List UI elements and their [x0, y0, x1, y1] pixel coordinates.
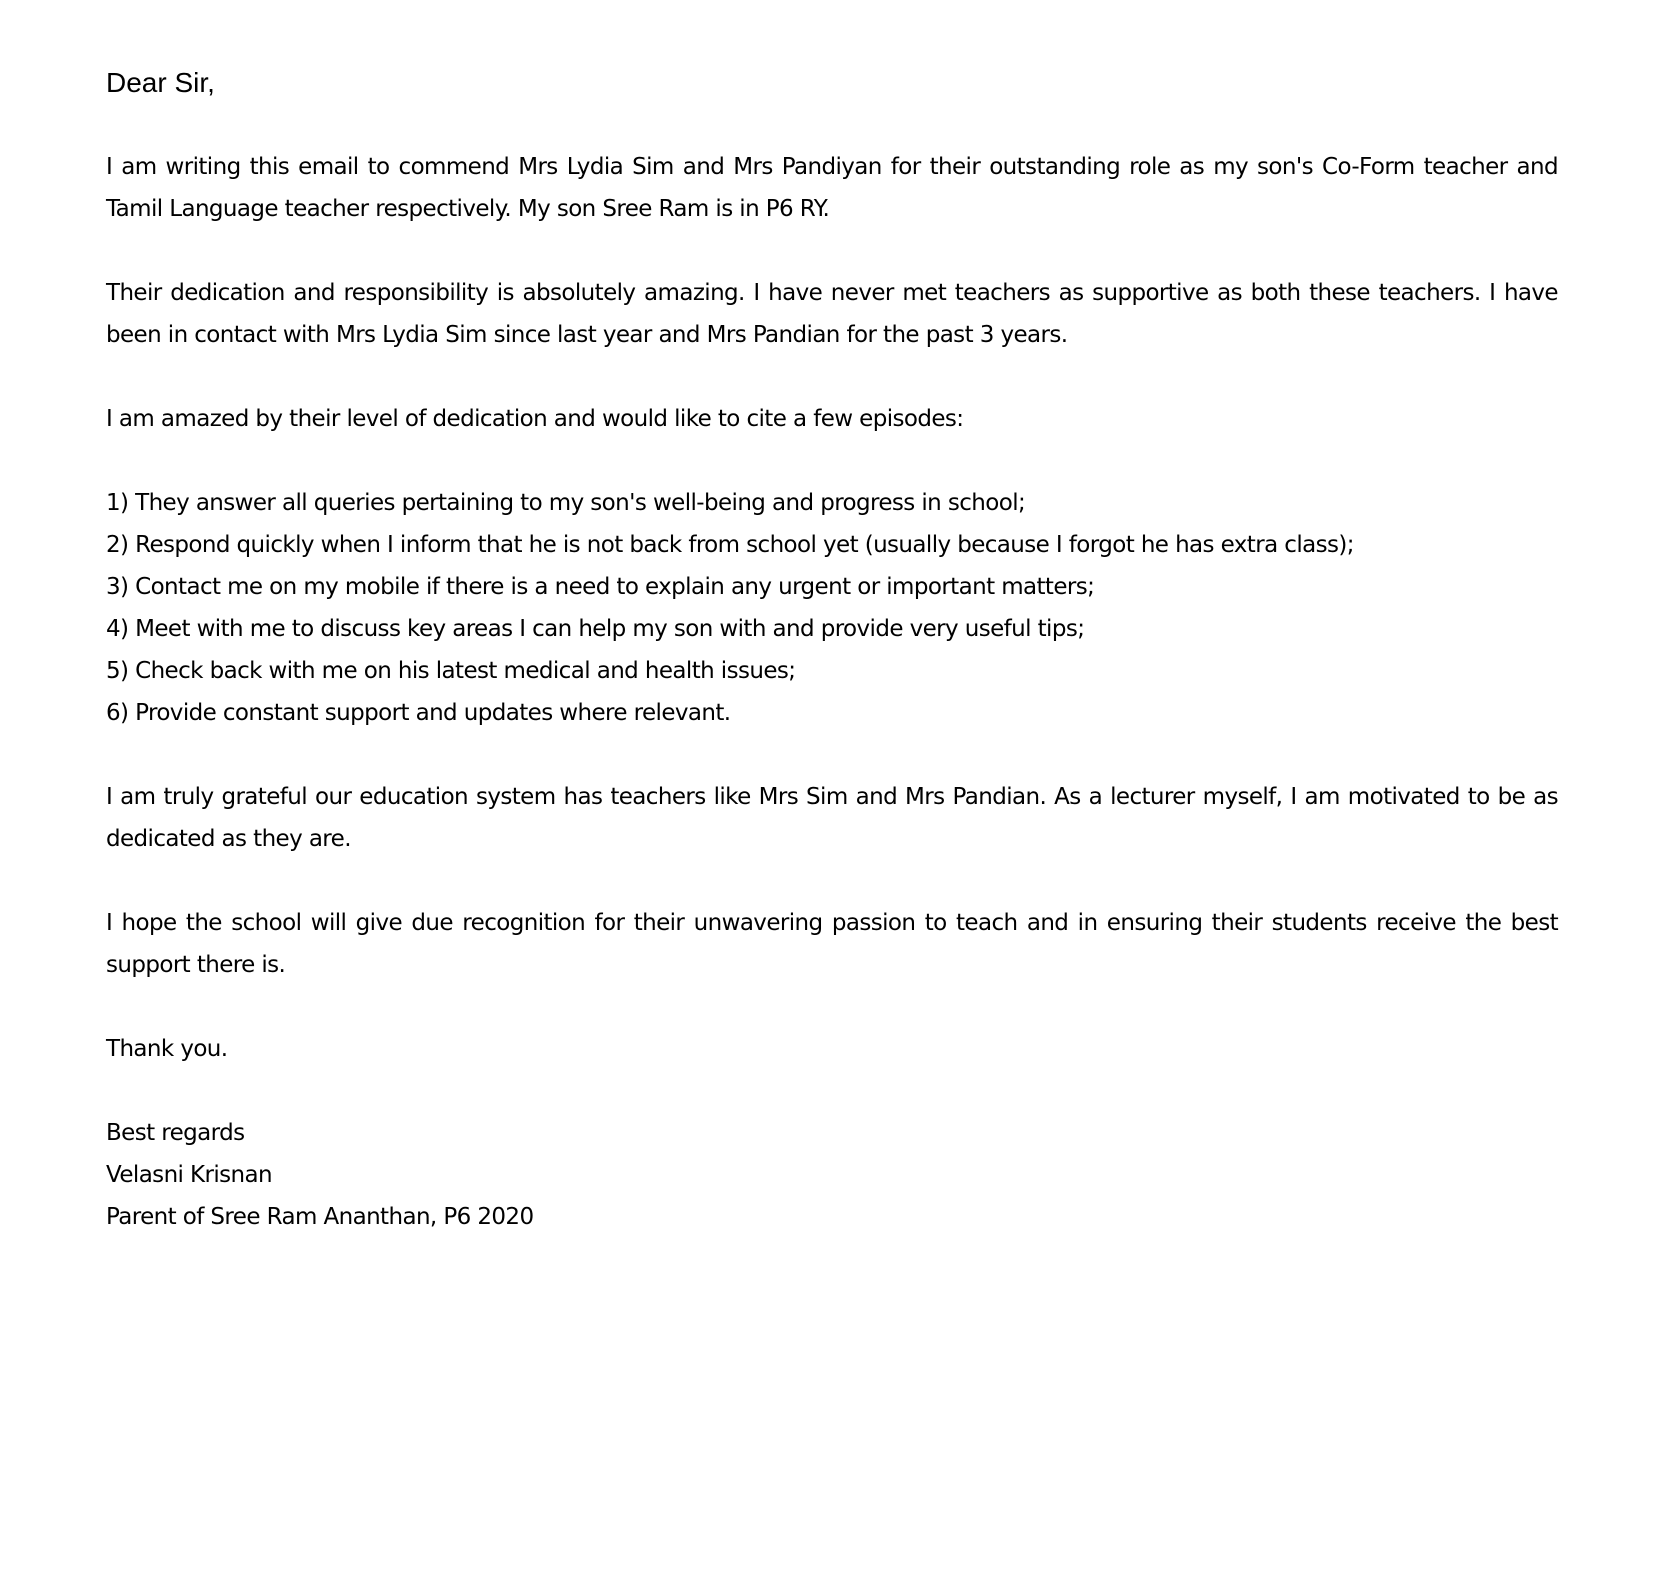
episode-item: 5) Check back with me on his latest medical and health issues; [106, 658, 796, 684]
paragraph-recognition: I hope the school will give due recognition for their unwavering passion to teach and in ensuring their students receive the best support there is. [106, 910, 1558, 978]
signature-block [106, 1112, 1558, 1238]
paragraph-episodes-intro: I am amazed by their level of dedication and would like to cite a few episodes: [106, 406, 964, 432]
episode-item: 3) Contact me on my mobile if there is a need to explain any urgent or important matters; [106, 574, 1095, 600]
salutation: Dear Sir, [106, 67, 215, 98]
letter-body [106, 62, 1558, 1238]
episode-item: 6) Provide constant support and updates where relevant. [106, 700, 731, 726]
episode-item: 4) Meet with me to discuss key areas I can help my son with and provide very useful tips; [106, 616, 1085, 642]
paragraph-dedication: Their dedication and responsibility is absolutely amazing. I have never met teachers as supportive as both these teachers. I have been in contact with Mrs Lydia Sim since last year and Mrs Pandian for the past 3 years. [106, 280, 1558, 348]
closing-thanks: Thank you. [106, 1036, 228, 1062]
episode-item: 2) Respond quickly when I inform that he is not back from school yet (usually because I forgot he has extra class); [106, 532, 1354, 558]
signoff-text: Best regards [106, 1120, 245, 1146]
paragraph-gratitude: I am truly grateful our education system has teachers like Mrs Sim and Mrs Pandian. As a lecturer myself, I am motivated to be as dedicated as they are. [106, 784, 1558, 852]
episode-item: 1) They answer all queries pertaining to my son's well-being and progress in school; [106, 490, 1026, 516]
paragraph-intro: I am writing this email to commend Mrs Lydia Sim and Mrs Pandiyan for their outstanding role as my son's Co-Form teacher and Tamil Language teacher respectively. My son Sree Ram is in P6 RY. [106, 154, 1558, 222]
episodes-list [106, 482, 1558, 734]
sender-name: Velasni Krisnan [106, 1162, 273, 1188]
sender-role: Parent of Sree Ram Ananthan, P6 2020 [106, 1204, 534, 1230]
